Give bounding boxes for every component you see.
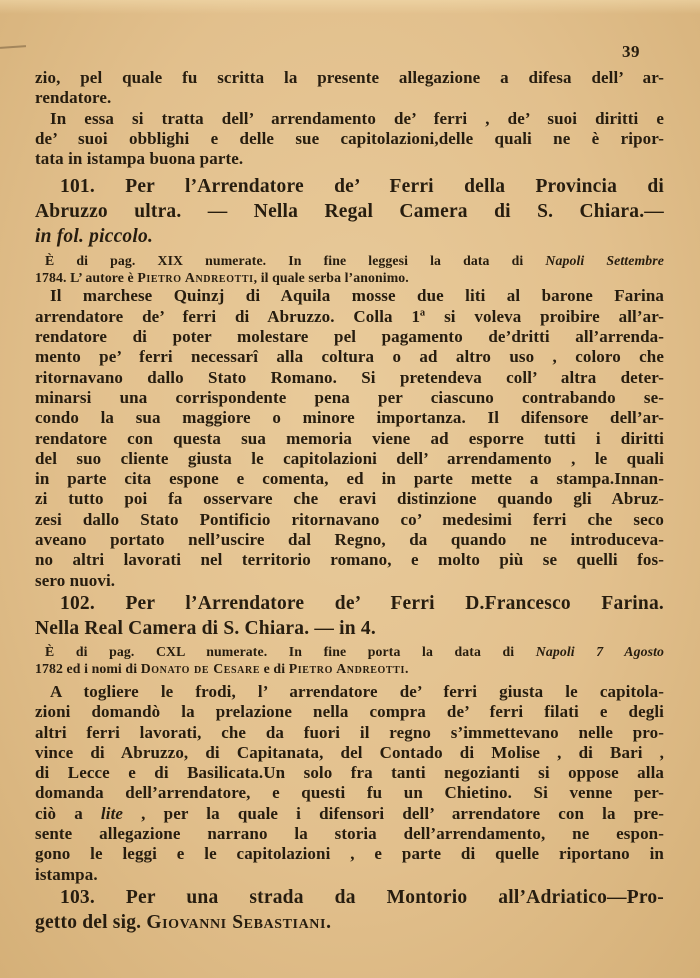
text-line [35,804,664,824]
text-segment: , il quale serba l’anonimo. [253,270,409,286]
text-segment: , per la quale i difensori dell’ arrendatore con la pre- [123,803,664,823]
text-segment: gono le leggi e le capitolazioni , e parte di quelle riportano in [35,844,664,864]
text-line [35,269,664,286]
text-line [35,530,664,550]
text-line [35,174,664,199]
text-line [35,571,664,591]
text-line [35,429,664,449]
text-line [35,865,664,885]
text-line [35,129,664,149]
entry-note-101 [35,252,664,286]
text-line [35,489,664,509]
text-segment: minarsi una corrispondente pena per ciascuno contrabando se- [35,387,664,407]
text-line [35,469,664,489]
text-segment: Pietro Andreotti [137,270,254,286]
text-segment: Napoli 7 Agosto [535,643,664,659]
text-line [35,408,664,428]
text-line [35,368,664,388]
text-segment: Pietro Andreotti [288,660,405,676]
text-segment: 1784. L’ autore è [35,270,138,286]
page-number: 39 [622,42,640,61]
text-line [35,824,664,844]
text-segment: È di pag. CXL numerate. In fine porta la data di [45,643,536,659]
text-segment: Nella Real Camera di S. Chiara. — in 4. [35,617,376,639]
text-segment: ciò a [35,803,101,823]
text-segment: altri ferri lavorati, che da fuori il regno s’immettevano nelle pro- [35,722,664,742]
text-segment: di Lecce e di Basilicata.Un solo fra tanti negozianti si oppose alla [35,763,664,783]
text-segment: sente allegazione narrano la storia dell’arrendamento, ne espon- [35,824,664,844]
text-segment: tata in istampa buona parte. [35,149,244,169]
text-segment: Abruzzo ultra. — Nella Regal Camera di S. Chiara.— [35,201,664,223]
text-segment: A togliere le frodi, l’ arrendatore de’ ferri giusta le capitola- [50,681,664,701]
text-line [35,702,664,722]
text-segment: arrendatore de’ ferri di Abruzzo. Colla 1ª si voleva proibire all’ar- [35,306,664,326]
text-line [35,763,664,783]
text-line [35,224,664,249]
text-line [35,449,664,469]
text-segment: rendatore con questa sua memoria viene ad esporre tutti i diritti [35,428,664,448]
text-segment: lite [100,803,124,823]
text-line [35,286,664,306]
text-segment: mento pe’ ferri necessarî alla coltura o ad altro uso , coloro che [35,347,664,367]
text-segment: . [326,911,332,933]
text-line [35,723,664,743]
text-segment: 103. Per una strada da Montorio all’Adriatico—Pro- [60,886,664,908]
text-line [35,510,664,530]
paragraph-entry-101 [35,286,664,590]
text-segment: domanda dell’arrendatore, e questi fu un Chietino. Si venne per- [35,783,664,803]
text-line [35,109,664,129]
page-content [35,0,664,935]
text-segment: rendatore di poter molestare pel pagamento de’dritti all’arrenda- [35,327,664,347]
text-line [35,347,664,367]
text-line [35,591,664,616]
text-line [35,388,664,408]
text-segment: condo la sua maggiore o minore importanza. Il difensore dell’ar- [35,408,664,428]
text-segment: 102. Per l’Arrendatore de’ Ferri D.Francesco Farina. [60,592,664,614]
text-line [35,660,664,677]
text-line [35,252,664,269]
text-segment: istampa. [35,864,98,884]
text-segment: 101. Per l’Arrendatore de’ Ferri della Provincia di [60,176,664,198]
text-line [35,149,664,169]
text-segment: sero nuovi. [35,570,116,590]
page-text [35,68,664,935]
text-segment: de’ suoi obblighi e delle sue capitolazioni,delle quali ne è ripor- [35,128,664,148]
paragraph-continued [35,68,664,109]
text-line [35,783,664,803]
text-line [35,616,664,641]
text-line [35,643,664,660]
text-segment: Napoli Settembre [545,253,664,269]
text-segment: Donato de Cesare [140,660,261,676]
text-line [35,307,664,327]
text-line [35,885,664,910]
text-segment: e di [260,660,289,676]
paragraph-entry-102 [35,682,664,885]
text-segment: zi tutto poi fa osservare che eravi distinzione quando gli Abruz- [35,489,664,509]
text-segment: 1782 ed i nomi di [35,660,141,676]
text-segment: getto del sig. [35,911,147,933]
text-line [35,910,664,935]
text-line [35,550,664,570]
text-segment: È di pag. XIX numerate. In fine leggesi la data di [45,253,546,269]
text-line [35,682,664,702]
text-segment: zesi dallo Stato Pontificio ritornavano co’ medesimi ferri che seco [35,509,664,529]
entry-heading-101 [35,174,664,249]
text-line [35,327,664,347]
text-segment: del suo cliente giusta le capitolazioni dell’ arrendamento , le quali [35,448,664,468]
text-segment: . [404,660,409,676]
text-segment: In essa si tratta dell’ arrendamento de’ ferri , de’ suoi diritti e [50,108,664,128]
text-segment: in parte cita espone e comenta, ed in parte mette a stampa.Innan- [35,469,664,489]
text-line [35,68,664,88]
text-segment: no altri lavorati nel territorio romano, e molto più se quelli fos- [35,550,664,570]
paragraph-in-essa [35,109,664,170]
text-segment: Giovanni Sebastiani [146,911,327,933]
text-segment: zioni domandò la prelazione nella compra de’ ferri filati e degli [35,702,664,722]
text-segment: ritornavano dallo Stato Romano. Si pretendeva coll’ altra deter- [35,367,664,387]
scan-artifact [0,45,26,49]
text-line [35,743,664,763]
text-segment: vince di Abruzzo, di Capitanata, del Contado di Molise , di Bari , [35,742,664,762]
text-segment: in fol. piccolo. [35,226,154,248]
text-segment: rendatore. [35,88,112,108]
text-segment: aveano portato nell’uscire dal Regno, da quando ne introduceva- [35,530,664,550]
text-segment: zio, pel quale fu scritta la presente allegazione a difesa dell’ ar- [35,68,664,87]
entry-note-102 [35,643,664,677]
text-line [35,199,664,224]
entry-heading-103 [35,885,664,935]
entry-heading-102 [35,591,664,641]
text-line [35,88,664,108]
text-line [35,844,664,864]
text-segment: Il marchese Quinzj di Aquila mosse due liti al barone Farina [50,286,664,306]
